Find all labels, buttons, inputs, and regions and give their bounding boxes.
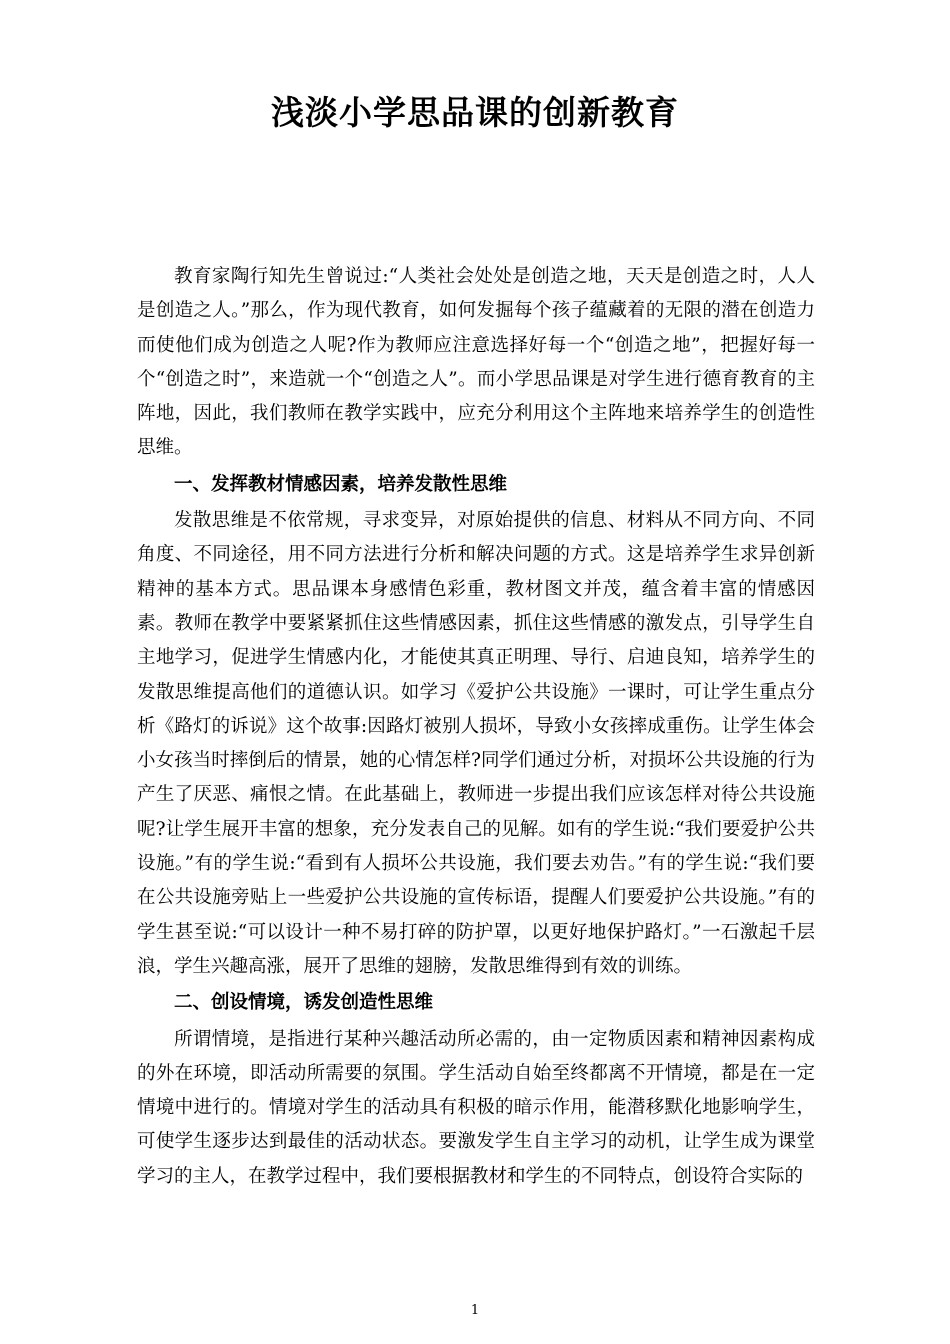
section-heading: 一、发挥教材情感因素，培养发散性思维 (174, 473, 508, 495)
document-body (137, 260, 815, 1196)
body-paragraph: 所谓情境，是指进行某种兴趣活动所必需的，由一定物质因素和精神因素构成的外在环境，即活动所需要的氛围。学生活动自始至终都离不开情境，都是在一定情境中进行的。情境对学生的活动具有积极的暗示作用，能潜移默化地影响学生，可使学生逐步达到最佳的活动状态。要激发学生自主学习的动机，让学生成为课堂学习的主人，在教学过程中，我们要根据教材和学生的不同特点，创设符合实际的 (137, 1028, 815, 1187)
body-paragraph: 教育家陶行知先生曾说过:“人类社会处处是创造之地，天天是创造之时，人人是创造之人。”那么，作为现代教育，如何发掘每个孩子蕴藏着的无限的潜在创造力而使他们成为创造之人呢?作为教师应注意选择好每一个“创造之地”，把握好每一个“创造之时”，来造就一个“创造之人”。而小学思品课是对学生进行德育教育的主阵地，因此，我们教师在教学实践中，应充分利用这个主阵地来培养学生的创造性思维。 (137, 266, 815, 459)
body-paragraph: 发散思维是不依常规，寻求变异，对原始提供的信息、材料从不同方向、不同角度、不同途径，用不同方法进行分析和解决问题的方式。这是培养学生求异创新精神的基本方式。思品课本身感情色彩重，教材图文并茂，蕴含着丰富的情感因素。教师在教学中要紧紧抓住这些情感因素，抓住这些情感的激发点，引导学生自主地学习，促进学生情感内化，才能使其真正明理、导行、启迪良知，培养学生的发散思维提高他们的道德认识。如学习《爱护公共设施》一课时，可让学生重点分析《路灯的诉说》这个故事:因路灯被别人损坏，导致小女孩摔成重伤。让学生体会小女孩当时摔倒后的情景，她的心情怎样?同学们通过分析，对损坏公共设施的行为产生了厌恶、痛恨之情。在此基础上，教师进一步提出我们应该怎样对待公共设施呢?让学生展开丰富的想象，充分发表自己的见解。如有的学生说:“我们要爱护公共设施。”有的学生说:“看到有人损坏公共设施，我们要去劝告。”有的学生说:“我们要在公共设施旁贴上一些爱护公共设施的宣传标语，提醒人们要爱护公共设施。”有的学生甚至说:“可以设计一种不易打碎的防护罩，以更好地保护路灯。”一石激起千层浪，学生兴趣高涨，展开了思维的翅膀，发散思维得到有效的训练。 (137, 510, 815, 977)
page-number: 1 (470, 1303, 480, 1318)
section-heading: 二、创设情境，诱发创造性思维 (174, 992, 434, 1014)
document-title: 浅淡小学思品课的创新教育 (271, 93, 679, 132)
